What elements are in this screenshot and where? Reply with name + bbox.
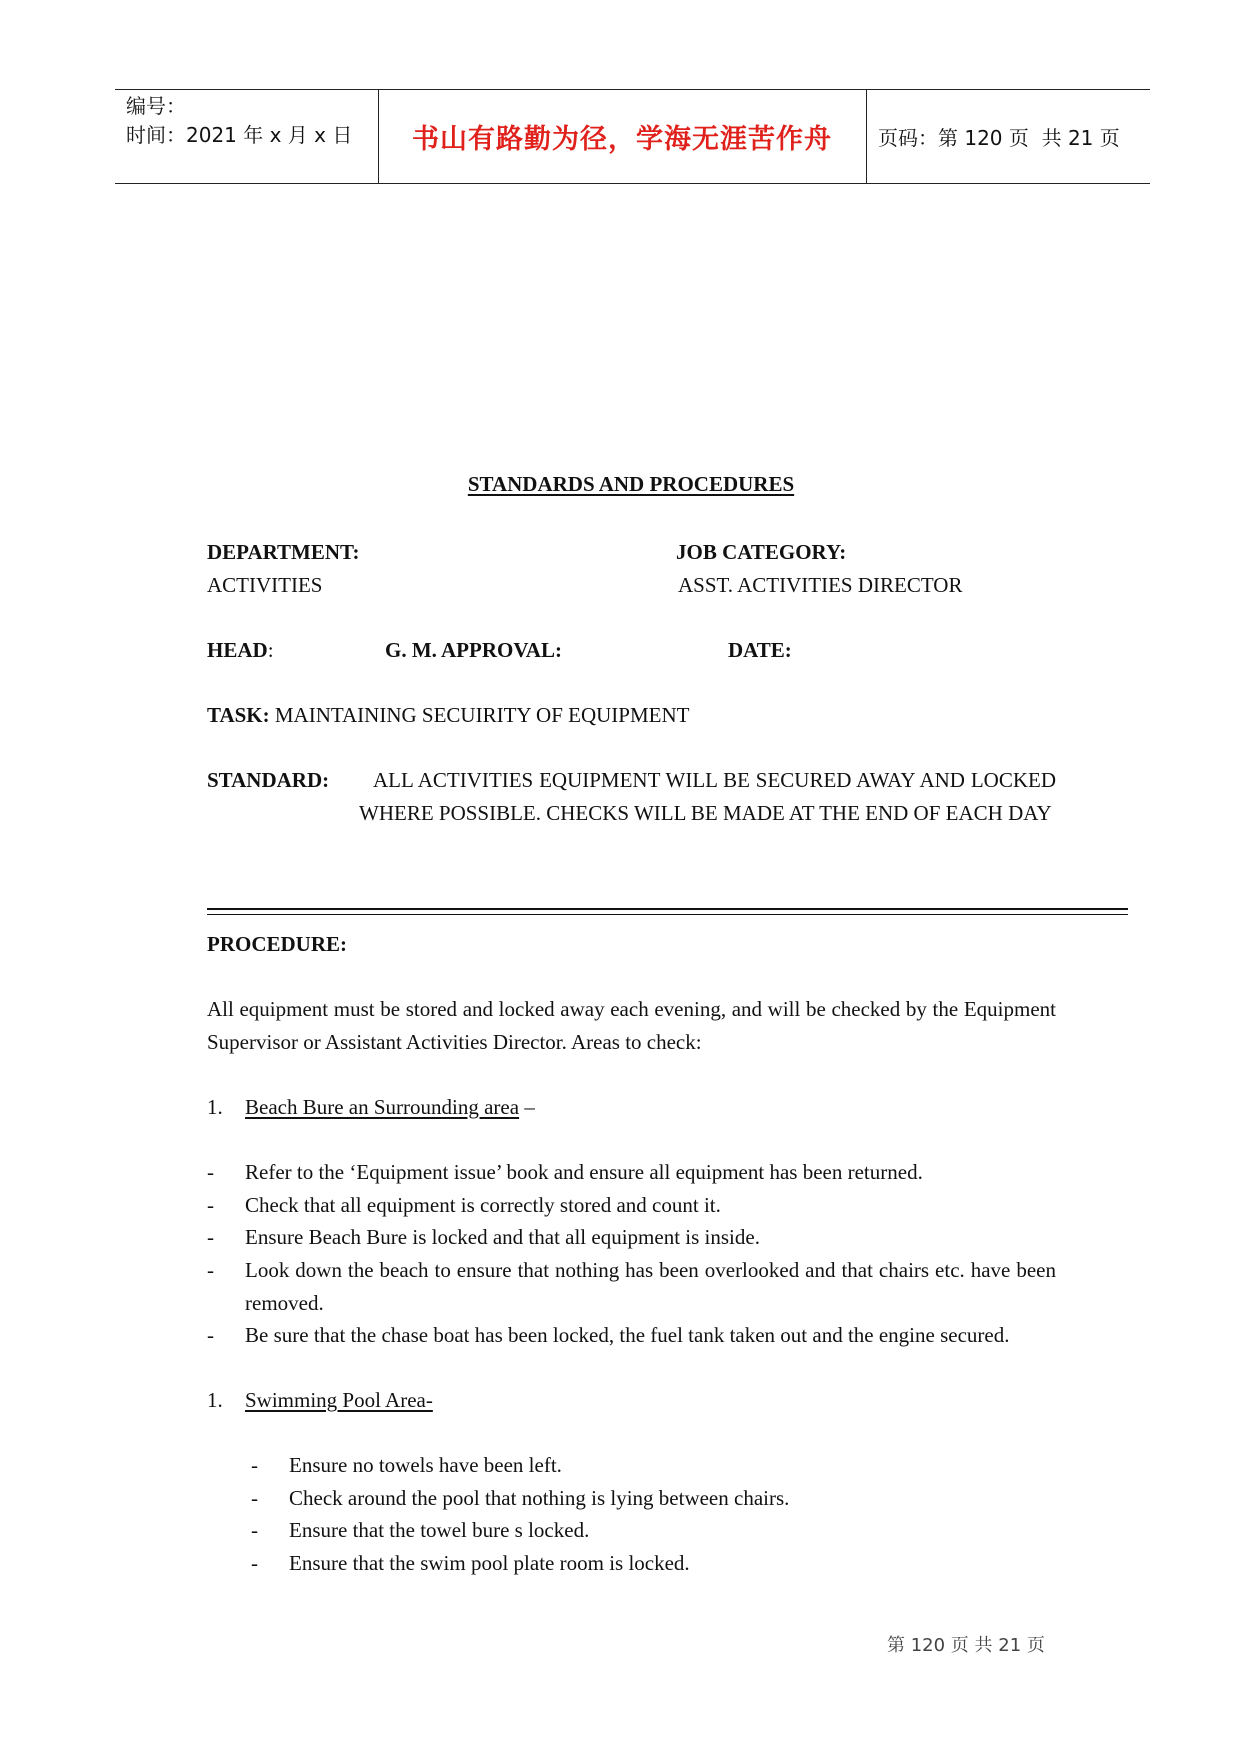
serial-label: 编号：	[126, 94, 186, 118]
header-motto: 书山有路勤为径，学海无涯苦作舟	[412, 124, 832, 155]
head-field	[207, 634, 274, 666]
header-divider	[866, 90, 867, 183]
time-label: 时间：2021 年 x 月 x 日	[126, 123, 353, 147]
list-item: Ensure that the swim pool plate room is locked.	[289, 1551, 690, 1575]
task-line	[207, 699, 689, 731]
standard-label: STANDARD:	[207, 768, 330, 792]
department-label: DEPARTMENT:	[207, 540, 360, 564]
task-label: TASK:	[207, 703, 270, 727]
section-title: Beach Bure an Surrounding area	[245, 1095, 520, 1119]
section-title-suffix: –	[519, 1095, 535, 1119]
divider-rule	[207, 914, 1128, 915]
bullet: -	[207, 1193, 214, 1217]
bullet: -	[207, 1323, 214, 1347]
department-value: ACTIVITIES	[207, 573, 323, 597]
bullet: -	[251, 1453, 258, 1477]
header-table	[115, 89, 1150, 184]
section-title: Swimming Pool Area-	[245, 1388, 433, 1412]
list-item: Ensure that the towel bure s locked.	[289, 1518, 590, 1542]
head-colon: :	[267, 638, 274, 662]
list-item: Refer to the ‘Equipment issue’ book and ensure all equipment has been returned.	[245, 1160, 923, 1184]
document-title: STANDARDS AND PROCEDURES	[467, 472, 795, 496]
list-item: Ensure no towels have been left.	[289, 1453, 562, 1477]
procedure-label: PROCEDURE:	[207, 932, 347, 956]
gm-approval-label: G. M. APPROVAL:	[385, 638, 562, 662]
standard-text: ALL ACTIVITIES EQUIPMENT WILL BE SECURED AWAY AND LOCKED WHERE POSSIBLE. CHECKS WILL BE MADE AT THE END OF EACH DAY	[359, 768, 1056, 825]
list-item: Check that all equipment is correctly stored and count it.	[245, 1193, 721, 1217]
bullet: -	[207, 1225, 214, 1249]
date-label: DATE:	[728, 638, 792, 662]
bullet: -	[251, 1551, 258, 1575]
list-item: Be sure that the chase boat has been locked, the fuel tank taken out and the engine secured.	[245, 1323, 1010, 1347]
list-item: Ensure Beach Bure is locked and that all equipment is inside.	[245, 1225, 760, 1249]
bullet: -	[251, 1518, 258, 1542]
list-item: Check around the pool that nothing is lying between chairs.	[289, 1486, 790, 1510]
job-category-label: JOB CATEGORY:	[676, 540, 847, 564]
head-label: HEAD	[207, 638, 268, 662]
section-heading	[245, 1091, 535, 1123]
header-page-info: 页码：第 120 页 共 21 页	[878, 126, 1120, 150]
task-value: MAINTAINING SECUIRITY OF EQUIPMENT	[269, 703, 690, 727]
list-item: Look down the beach to ensure that nothing has been overlooked and that chairs etc. have been removed.	[245, 1258, 1056, 1315]
job-category-value: ASST. ACTIVITIES DIRECTOR	[678, 573, 963, 597]
bullet: -	[207, 1160, 214, 1184]
header-left-cell	[126, 92, 352, 150]
page-footer: 第 120 页 共 21 页	[887, 1635, 1045, 1656]
procedure-intro: All equipment must be stored and locked away each evening, and will be checked by the Equipment Supervisor or Assistant Activities Director. Areas to check:	[207, 997, 1056, 1054]
section-number: 1.	[207, 1388, 223, 1412]
divider-rule	[207, 908, 1128, 910]
section-number: 1.	[207, 1095, 223, 1119]
bullet: -	[251, 1486, 258, 1510]
bullet: -	[207, 1258, 214, 1282]
